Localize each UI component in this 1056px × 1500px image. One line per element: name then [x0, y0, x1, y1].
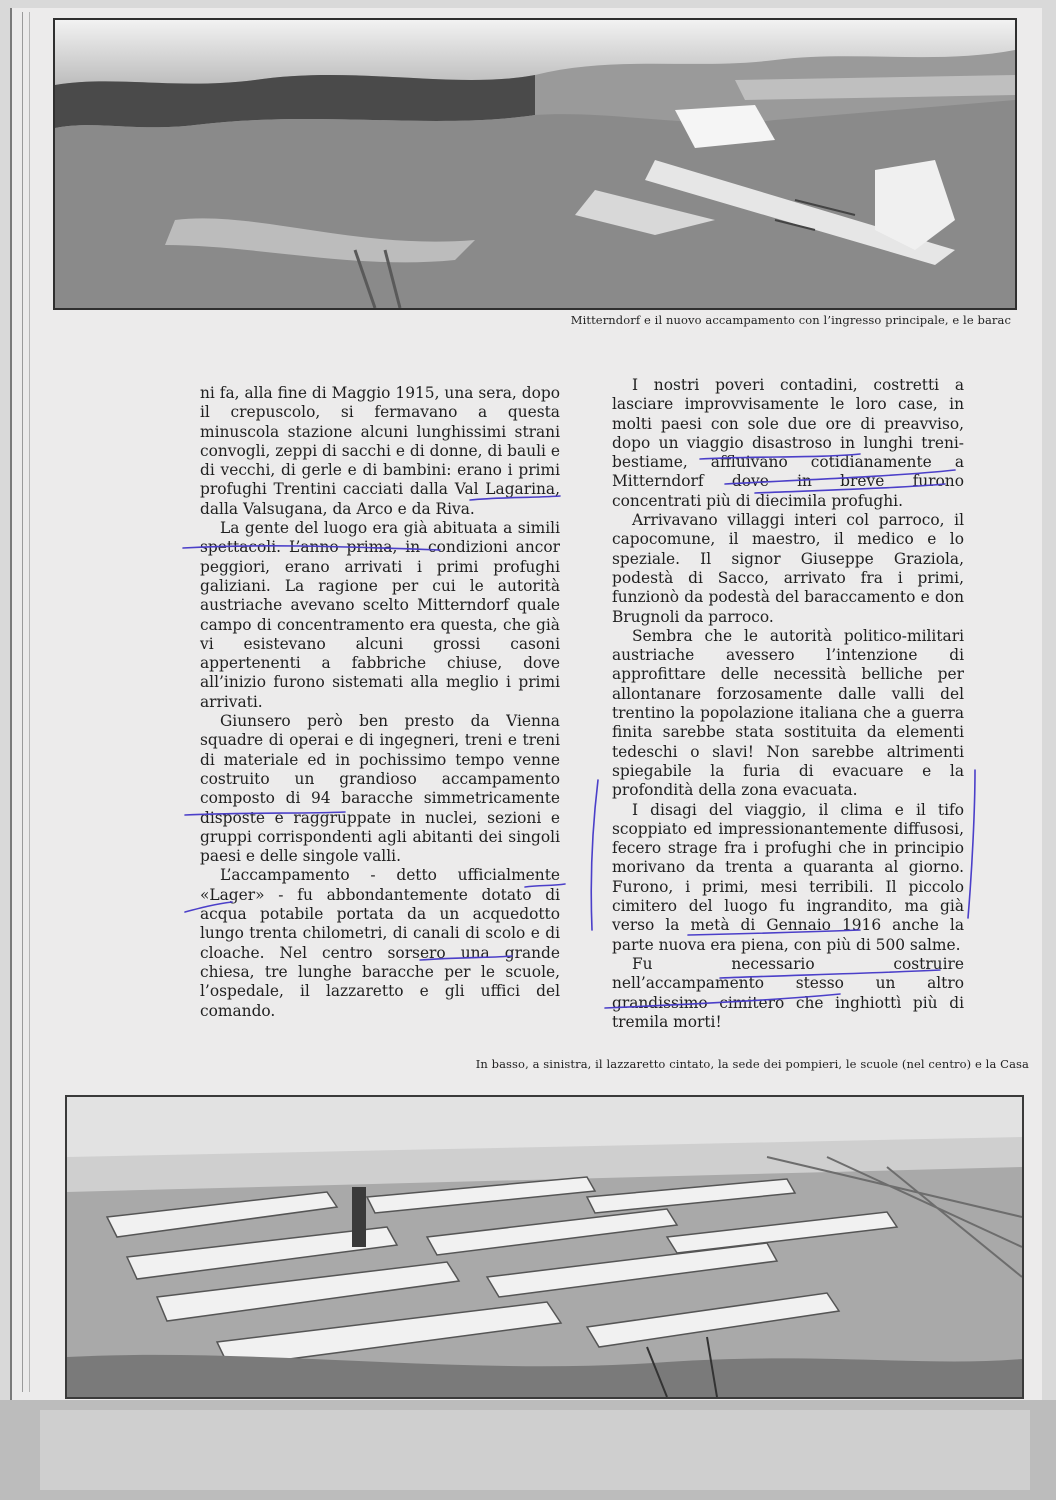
scan-bottom-shadow [0, 1400, 1056, 1500]
bottom-photo-image [67, 1097, 1022, 1397]
right-text-column [612, 376, 964, 1032]
bottom-photo-camp-aerial [65, 1095, 1024, 1399]
left-paragraph-2: La gente del luogo era già abituata a simili spettacoli. L’anno prima, in condizioni ancor peggiori, erano arrivati i primi profughi galiziani. La ragione per cui le autorità austriache avevano scelto Mitterndorf quale campo di concentramento era questa, che già vi esistevano alcuni grossi casoni appertenenti a fabbriche chiuse, dove all’inizio furono sistemati alla meglio i primi arrivati. [200, 519, 560, 711]
bottom-photo-caption: In basso, a sinistra, il lazzaretto cintato, la sede dei pompieri, le scuole (nel centro) e la Casa [475, 1057, 1029, 1071]
right-paragraph-5: Fu necessario costruire nell’accampamento stesso un altro grandissimo cimitero che inghiottì più di tremila morti! [612, 954, 964, 1031]
left-paragraph-4: L’accampamento - detto ufficialmente «Lager» - fu abbondantemente dotato di acqua potabile portata da un acquedotto lungo trenta chilometri, di canali di scolo e di cloache. Nel centro sorsero una grande chiesa, tre lunghe baracche per le scuole, l’ospedale, il lazzaretto e gli uffici del comando. [200, 866, 560, 1020]
right-paragraph-4: I disagi del viaggio, il clima e il tifo scoppiato ed impressionantemente diffusosi, fecero strage fra i profughi che in principio morivano da trenta a quaranta al giorno. Furono, i primi, mesi terribili. Il piccolo cimitero del luogo fu ingrandito, ma già verso la metà di Gennaio 1916 anche la parte nuova era piena, con più di 500 salme. [612, 800, 964, 954]
right-paragraph-2: Arrivavano villaggi interi col parroco, il capocomune, il maestro, il medico e lo speziale. Il signor Giuseppe Graziola, podestà di Sacco, arrivato fra i primi, funzionò da podestà del baraccamento e don Brugnoli da parroco. [612, 511, 964, 626]
top-photo-caption: Mitterndorf e il nuovo accampamento con l’ingresso principale, e le barac [570, 313, 1011, 327]
page-binding-edge [22, 12, 30, 1392]
top-photo-mitterndorf-camp [53, 18, 1017, 310]
scan-bottom-shade [40, 1410, 1030, 1490]
right-paragraph-3: Sembra che le autorità politico-militari austriache avessero l’intenzione di approfittare delle necessità belliche per allontanare forzosamente dalle valli del trentino la popolazione italiana che a guerra finita sarebbe stata sostituita da elementi tedeschi o slavi! Non sarebbe altrimenti spiegabile la furia di evacuare e la profondità della zona evacuata. [612, 626, 964, 800]
left-paragraph-1: ni fa, alla fine di Maggio 1915, una sera, dopo il crepuscolo, si fermavano a questa minuscola stazione alcuni lunghissimi strani convogli, zeppi di sacchi e di donne, di bauli e di vecchi, di gerle e di bambini: erano i primi profughi Trentini cacciati dalla Val Lagarina, dalla Valsugana, da Arco e da Riva. [200, 384, 560, 518]
left-text-column [200, 384, 560, 1021]
right-paragraph-1: I nostri poveri contadini, costretti a lasciare improvvisamente le loro case, in molti paesi con sole due ore di preavviso, dopo un viaggio disastroso in lunghi treni-bestiame, affluivano cotidianamente a Mitterndorf dove in breve furono concentrati più di diecimila profughi. [612, 376, 964, 510]
top-photo-image [55, 20, 1015, 308]
left-paragraph-3: Giunsero però ben presto da Vienna squadre di operai e di ingegneri, treni e treni di materiale ed in pochissimo tempo venne costruito un grandioso accampamento composto di 94 baracche simmetricamente disposte e raggruppate in nuclei, sezioni e gruppi corrispondenti agli abitanti dei singoli paesi e delle singole valli. [200, 712, 560, 866]
